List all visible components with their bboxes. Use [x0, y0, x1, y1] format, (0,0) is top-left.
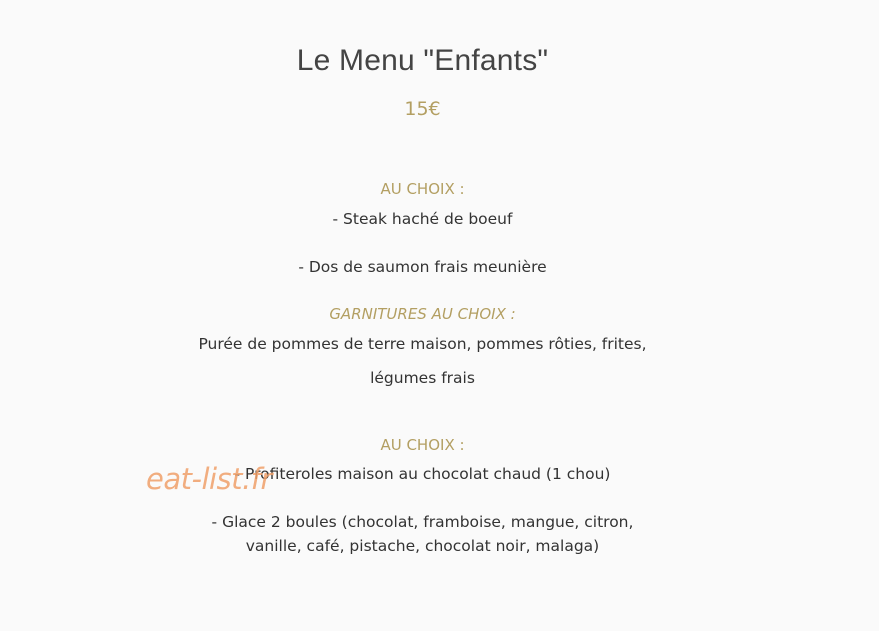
main-course-item-salmon: - Dos de saumon frais meunière: [298, 258, 547, 276]
main-course-item-steak: - Steak haché de boeuf: [332, 210, 513, 228]
watermark-eat-list: eat-list.fr: [146, 462, 272, 496]
dessert-item-ice-cream-flavors: vanille, café, pistache, chocolat noir, malaga): [245, 537, 600, 555]
dessert-heading: AU CHOIX :: [380, 436, 465, 454]
dessert-item-profiteroles: - Profiteroles maison au chocolat chaud (1 chou): [234, 465, 611, 483]
dessert-item-ice-cream: - Glace 2 boules (chocolat, framboise, mangue, citron,: [211, 513, 634, 531]
sides-line-2: légumes frais: [370, 369, 475, 387]
sides-heading: GARNITURES AU CHOIX :: [329, 305, 516, 323]
menu-title: Le Menu "Enfants": [296, 44, 549, 77]
main-course-heading: AU CHOIX :: [380, 180, 465, 198]
menu-price: 15€: [404, 98, 441, 120]
sides-line-1: Purée de pommes de terre maison, pommes rôties, frites,: [198, 335, 647, 353]
